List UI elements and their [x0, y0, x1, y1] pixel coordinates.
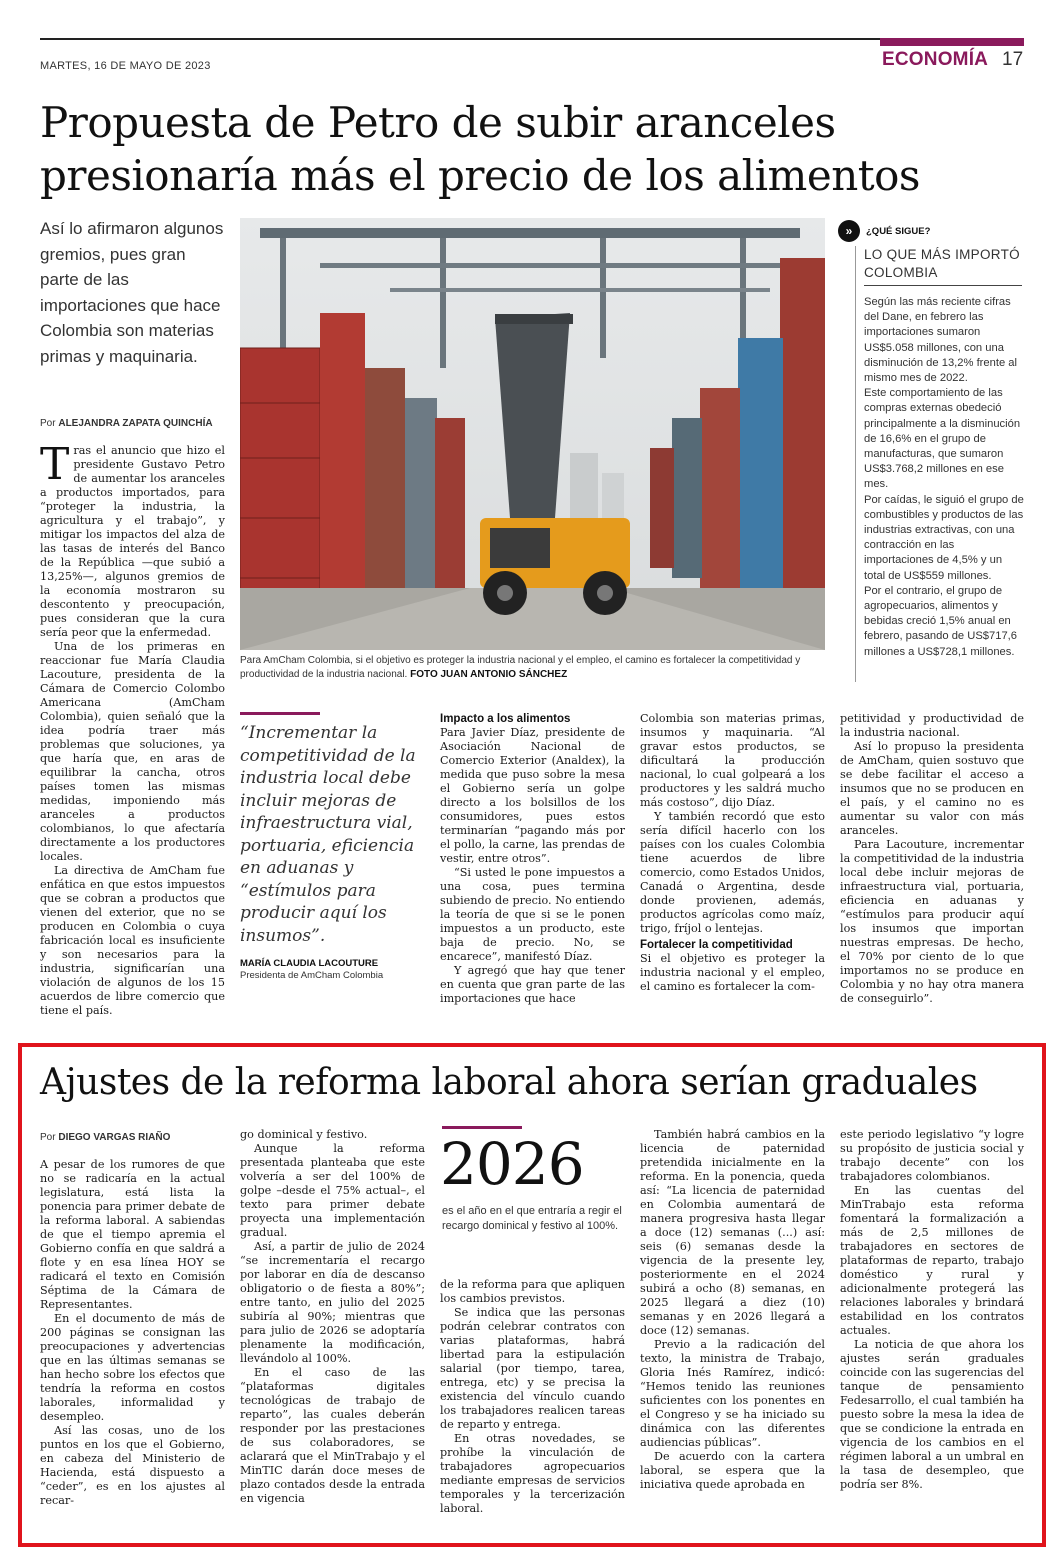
- subhead-competitividad: Fortalecer la competitividad: [640, 939, 793, 951]
- section-name: ECONOMÍA: [882, 49, 989, 70]
- sidebar-p2: Este comportamiento de las compras externas obedeció principalmente a la disminución de 16,6% en el grupo de manufacturas, que sumaron US$3.768,2 millones en ese mes.: [864, 387, 1021, 491]
- article1-column-4: [640, 712, 825, 994]
- article2-col4-p3: De acuerdo con la cartera laboral, se espera que la iniciativa quede aprobada en: [640, 1450, 825, 1491]
- article1-col5-p1: petitividad y productividad de la industria nacional.: [840, 712, 1024, 739]
- sidebar-p4: Por el contrario, el grupo de agropecuarios, alimentos y bebidas creció 1,5% anual en febrero, pasando de US$717,6 millones a US$728,1 millones.: [864, 584, 1018, 658]
- section-color-bar: [880, 38, 1024, 46]
- stat-description: es el año en el que entraría a regir el recargo dominical y festivo al 100%.: [442, 1205, 622, 1232]
- article1-col4-p3: Si el objetivo es proteger la industria nacional y el empleo, el camino es fortalecer la com-: [640, 952, 825, 993]
- stat-accent-bar: [442, 1126, 522, 1129]
- issue-date: MARTES, 16 DE MAYO DE 2023: [40, 60, 211, 72]
- article1-col3-p3: Y agregó que hay que tener en cuenta que gran parte de las importaciones que hace: [440, 964, 625, 1005]
- article2-col4-p1: También habrá cambios en la licencia de paternidad pretendida inicialmente en la reforma. En la ponencia, queda así: “La licencia de paternidad en Colombia aumentará de manera progresiva hasta llegar a doce (12) semanas (...) así: seis (6) semanas desde la vigencia de la presente ley, posteriormente en el 2024 subirá a ocho (8) semanas, en 2025 llegará a diez (10) semanas y en 2026 llegará a doce (12) semanas.: [640, 1128, 825, 1337]
- dropcap: T: [40, 439, 70, 490]
- article1-col5-p3: Para Lacouture, incrementar la competitividad de la industria local debe incluir mejoras de infraestructura vial, portuaria, eficiencia en aduanas y “estímulos para producir aquí los insumos que importan nuestras empresas. De hecho, el 70% por ciento de lo que importamos no se produce en Colombia y no hay otra manera de conseguirlo”.: [840, 838, 1024, 1005]
- subhead-impacto: Impacto a los alimentos: [440, 713, 571, 725]
- sidebar-p3: Por caídas, le siguió el grupo de combustibles y productos de las industrias extractivas, con una contracción en las importaciones de 4,5% y un total de US$559 millones.: [864, 493, 1024, 582]
- article1-col1-p2: Una de los primeras en reaccionar fue María Claudia Lacouture, presidenta de la Cámara de Comercio Colombo Americana (AmCham Colombia), quien señaló que la idea podría traer más problemas que soluciones, ya que haría que, en aras de equilibrar la cancha, otros países tomen las mismas medidas, imponiendo más aranceles a productos colombianos, lo que afectaría directamente a los productores locales.: [40, 640, 225, 863]
- article1-deck: Así lo afirmaron algunos gremios, pues gran parte de las importaciones que hace Colombia son materias primas y maquinaria.: [40, 219, 224, 366]
- article1-byline: [40, 418, 213, 429]
- article1-headline: [40, 96, 1024, 202]
- article2-column-4: [640, 1128, 825, 1492]
- byline-prefix: Por: [40, 418, 56, 429]
- article1-col4-p2: Y también recordó que esto sería difícil hacerlo con los países con los cuales Colombia tiene acuerdos de libre comercio, como Estados Unidos, Canadá o Argentina, desde donde provienen, además, productos agrícolas como maíz, trigo, fríjol o lentejas.: [640, 810, 825, 935]
- quote-attribution-role: Presidenta de AmCham Colombia: [240, 970, 384, 981]
- article2-col2-p0: go dominical y festivo.: [240, 1128, 368, 1141]
- top-rule: [40, 38, 1024, 40]
- article2-column-5: [840, 1128, 1024, 1492]
- article2-col1-p3: Así las cosas, uno de los puntos en los que el Gobierno, en cabeza del Ministerio de Hacienda, está dispuesto a “ceder”, es en los ajustes al recar-: [40, 1424, 225, 1507]
- article1-col1-p1: [40, 439, 225, 640]
- sidebar-body: [864, 295, 1024, 660]
- article2-col5-p2: En las cuentas del MinTrabajo esta reforma fomentará la formalización a más de 2,5 millones de trabajadores en sectores de plataformas de reparto, trabajo doméstico y rural y adicionalmente protegerá las relaciones laborales y brindará estabilidad en los contratos actuales.: [840, 1184, 1024, 1337]
- article2-col2-p2: Así, a partir de julio de 2024 “se incrementaría el recargo por laborar en día de descanso obligatorio o de fiesta a 80%”; entre tanto, en julio del 2025 subiría al 90%; mientras que para julio de 2026 se adoptaría plenamente la modificación, llevándolo al 100%.: [240, 1240, 425, 1365]
- article2-col2-p1: Aunque la reforma presentada planteaba que este volvería a ser del 100% de golpe –desde el 75% actual–, el texto para primer debate proyecta una implementación gradual.: [240, 1142, 425, 1239]
- article1-column-3: [440, 712, 625, 1006]
- page-number: 17: [1002, 49, 1024, 70]
- photo-illustration: [240, 218, 825, 650]
- quote-attribution-name: MARÍA CLAUDIA LACOUTURE: [240, 958, 379, 969]
- article2-col1-p2: En el documento de más de 200 páginas se consignan las preocupaciones y advertencias que en las últimas semanas se han hecho sobre los efectos que tendría la reforma en costos laborales, informalidad y desempleo.: [40, 1312, 225, 1423]
- sidebar-rule: [864, 285, 1022, 286]
- article2-column-2: [240, 1128, 425, 1506]
- article2-column-1: [40, 1158, 225, 1508]
- article2-col5-p3: La noticia de que ahora los ajustes serán graduales coincide con las sugerencias del tanque de pensamiento Fedesarrollo, el cual también ha puesto sobre la mesa la idea de que se condicione la entrada en vigencia de los cambios en el régimen laboral a un umbral en la tasa de desempleo, que podría ser 8%.: [840, 1338, 1024, 1491]
- article2-headline: Ajustes de la reforma laboral ahora serían graduales: [40, 1062, 978, 1103]
- chevron-right-icon: »: [838, 220, 860, 242]
- article1-col3-p2: “Si usted le pone impuestos a una cosa, pues termina subiendo de precio. No entiendo la teoría de que si se le ponen impuestos a un producto, este baja de precio. No, se encarece”, manifestó Díaz.: [440, 866, 625, 963]
- article1-col4-p1: Colombia son materias primas, insumos y maquinaria. “Al gravar estos productos, se dificultará la producción nacional, lo cual golpeará a los productores y les saldrá mucho más costoso”, dijo Díaz.: [640, 712, 825, 809]
- sidebar-label: ¿QUÉ SIGUE?: [866, 226, 931, 237]
- article2-byline: [40, 1132, 170, 1143]
- article2-col3-p2: Se indica que las personas podrán celebrar contratos con varias plataformas, habrá libertad para la estipulación salarial (por tiempo, tarea, entrega, etc) y se precisa la existencia del vínculo cuando los trabajadores realicen tareas de reparto y entrega.: [440, 1306, 625, 1431]
- article2-col3-p3: En otras novedades, se prohíbe la vinculación de trabajadores agropecuarios mediante empresas de servicios temporales y la tercerización laboral.: [440, 1432, 625, 1515]
- sidebar-title: LO QUE MÁS IMPORTÓ COLOMBIA: [864, 247, 1020, 280]
- article1-col1-p1-text: ras el anuncio que hizo el presidente Gustavo Petro de aumentar los aranceles a productos importados, para “proteger la industria, la agricultura y el trabajo”, y mitigar los impactos del alza de las tasas de interés del Banco de la República —que subió a 13,25%—, algunos gremios de la economía mostraron su descontento y preocupación, pues consideran que la cura sería peor que la enfermedad.: [40, 444, 225, 639]
- headline-line-2: presionaría más el precio de los alimentos: [40, 151, 920, 200]
- article2-col1-p1: A pesar de los rumores de que no se radicaría en la actual legislatura, está lista la ponencia para primer debate de la reforma laboral. A sabiendas de que el tiempo apremia el Gobierno confía en que saldrá a flote y en esa línea HOY se radicará el texto en Comisión Séptima de la Cámara de Representantes.: [40, 1158, 225, 1311]
- article1-col3-p1: Para Javier Díaz, presidente de Asociación Nacional de Comercio Exterior (Analdex), la medida que puso sobre la mesa el Gobierno sería un golpe directo a los bolsillos de los consumidores, pues estos terminarían “pagando más por el pollo, la carne, las prendas de vestir, entre otros”.: [440, 726, 625, 865]
- article2-column-3: [440, 1278, 625, 1516]
- photo-credit: FOTO JUAN ANTONIO SÁNCHEZ: [410, 668, 568, 680]
- article2-col2-p3: En el caso de las “plataformas digitales tecnológicas de trabajo de reparto”, las cuales deberán responder por las prestaciones de sus colaboradores, se aclarará que el MinTrabajo y el MinTIC darán doce meses de plazo contados desde la entrada en vigencia: [240, 1366, 425, 1505]
- article1-column-1: [40, 439, 225, 1018]
- article2-col5-p1: este periodo legislativo “y logre su propósito de justicia social y trabajo decente” con los trabajadores colombianos.: [840, 1128, 1024, 1183]
- photo-caption: [240, 654, 825, 681]
- sidebar-divider: [855, 246, 856, 682]
- quote-accent-bar: [240, 712, 320, 715]
- pull-quote: “Incrementar la competitividad de la industria local debe incluir mejoras de infraestructura vial, portuaria, eficiencia en aduanas y “estímulos para producir aquí los insumos”.: [240, 723, 416, 946]
- photo-caption-text: Para AmCham Colombia, si el objetivo es proteger la industria nacional y el empleo, el camino es fortalecer la competitividad y productividad de la industria nacional.: [240, 655, 801, 680]
- port-container-photo: [240, 218, 825, 650]
- article2-col3-p1: de la reforma para que apliquen los cambios previstos.: [440, 1278, 625, 1305]
- article1-col5-p2: Así lo propuso la presidenta de AmCham, quien sostuvo que se debe facilitar el acceso a insumos que no se producen en el país, y el camino no es aumentar su valor con más aranceles.: [840, 740, 1024, 837]
- article2-col4-p2: Previo a la radicación del texto, la ministra de Trabajo, Gloria Inés Ramírez, indicó: “Hemos tenido las reuniones suficientes con los ponentes en el Congreso y se ha iniciado su dinámica con las diferentes audiencias públicas”.: [640, 1338, 825, 1449]
- sidebar-p1: Según las más reciente cifras del Dane, en febrero las importaciones sumaron US$5.058 millones, con una disminución de 13,2% frente al mismo mes de 2022.: [864, 296, 1017, 385]
- headline-line-1: Propuesta de Petro de subir aranceles: [40, 98, 836, 147]
- byline-author: ALEJANDRA ZAPATA QUINCHÍA: [58, 418, 213, 429]
- byline2-prefix: Por: [40, 1132, 56, 1143]
- byline2-author: DIEGO VARGAS RIAÑO: [58, 1132, 171, 1143]
- article1-col1-p3: La directiva de AmCham fue enfática en que estos impuestos que se cobran a productos que vienen del exterior, que no se producen en Colombia o cuya fabricación local es insuficiente y son necesarios para la industria, significarían una violación de algunos de los 15 acuerdos de libre comercio que tiene el país.: [40, 864, 225, 1017]
- article1-column-5: [840, 712, 1024, 1006]
- stat-number: 2026: [440, 1130, 584, 1198]
